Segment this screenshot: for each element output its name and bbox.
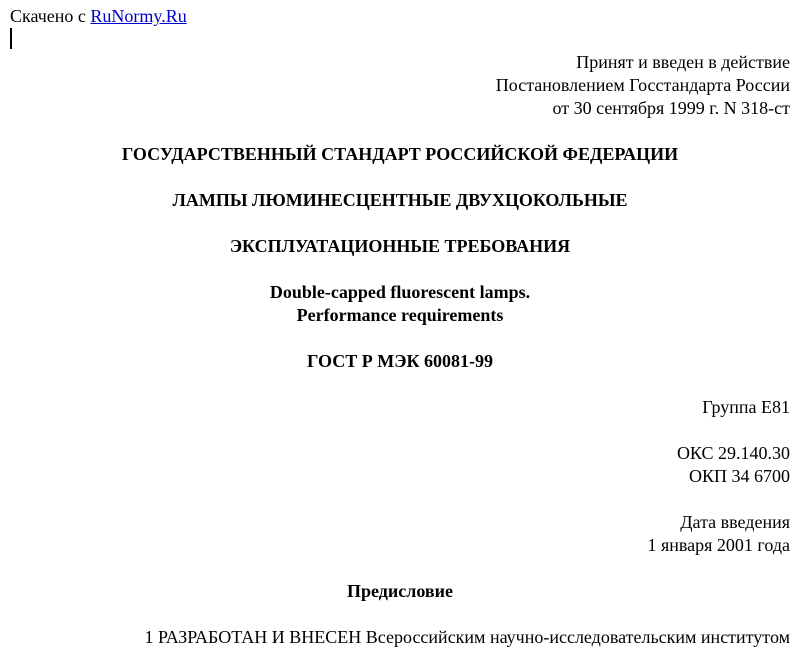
download-source-prefix: Скачено с xyxy=(10,6,91,26)
effective-date-value: 1 января 2001 года xyxy=(647,535,790,555)
requirements-title: ЭКСПЛУАТАЦИОННЫЕ ТРЕБОВАНИЯ xyxy=(229,236,571,256)
standard-code: ГОСТ Р МЭК 60081-99 xyxy=(307,351,493,371)
state-standard-title: ГОСУДАРСТВЕННЫЙ СТАНДАРТ РОССИЙСКОЙ ФЕДЕРАЦИИ xyxy=(121,144,679,164)
english-title-line-1: Double-capped fluorescent lamps. xyxy=(269,282,531,302)
okp-code: ОКП 34 6700 xyxy=(688,466,790,486)
foreword-heading: Предисловие xyxy=(347,581,453,601)
adoption-line-2: Постановлением Госстандарта России xyxy=(495,75,790,95)
adoption-line-3: от 30 сентября 1999 г. N 318-ст xyxy=(552,98,790,118)
text-cursor xyxy=(10,28,12,49)
runormy-link[interactable]: RuNormy.Ru xyxy=(90,6,187,26)
oks-code: ОКС 29.140.30 xyxy=(676,443,790,463)
foreword-item-1: 1 РАЗРАБОТАН И ВНЕСЕН Всероссийским научно-исследовательским институтом xyxy=(144,627,790,647)
subject-title: ЛАМПЫ ЛЮМИНЕСЦЕНТНЫЕ ДВУХЦОКОЛЬНЫЕ xyxy=(172,190,628,210)
adoption-line-1: Принят и введен в действие xyxy=(576,52,790,72)
download-source-line xyxy=(10,5,187,27)
effective-date-label: Дата введения xyxy=(680,512,790,532)
english-title-line-2: Performance requirements xyxy=(296,305,504,325)
group-code: Группа Е81 xyxy=(702,397,790,417)
